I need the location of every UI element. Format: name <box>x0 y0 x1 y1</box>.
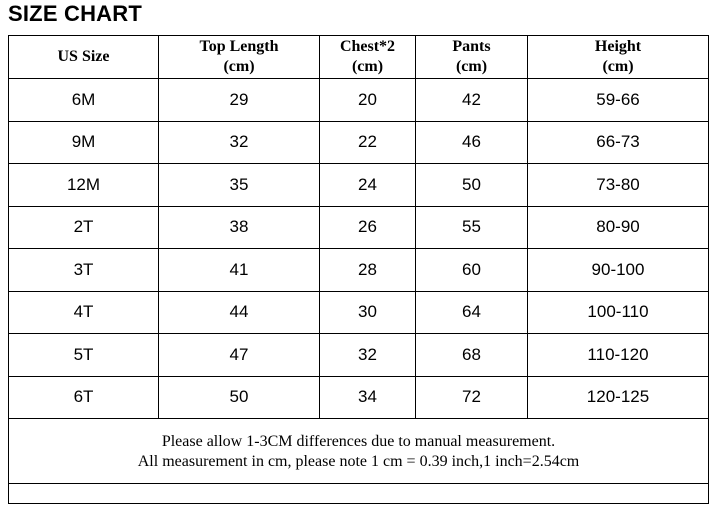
size-chart-table <box>8 35 709 504</box>
page-title: SIZE CHART <box>8 1 142 26</box>
cell-chest: 20 <box>320 79 416 122</box>
header-pants: Pants (cm) <box>416 36 528 79</box>
note-line-conversion: All measurement in cm, please note 1 cm = 0.39 inch,1 inch=2.54cm <box>137 453 580 470</box>
cell-pants: 42 <box>416 79 528 122</box>
note-line-tolerance: Please allow 1-3CM differences due to manual measurement. <box>161 433 556 450</box>
table-row <box>9 79 709 122</box>
measurement-notes <box>9 419 709 484</box>
cell-top-length: 41 <box>159 249 320 292</box>
cell-top-length: 50 <box>159 376 320 419</box>
cell-height: 73-80 <box>528 164 709 207</box>
cell-height: 120-125 <box>528 376 709 419</box>
notes-row <box>9 419 709 484</box>
cell-us-size: 3T <box>9 249 159 292</box>
cell-top-length: 44 <box>159 291 320 334</box>
cell-height: 80-90 <box>528 206 709 249</box>
cell-chest: 24 <box>320 164 416 207</box>
blank-row <box>9 484 709 504</box>
cell-height: 66-73 <box>528 121 709 164</box>
table-row <box>9 249 709 292</box>
header-height: Height (cm) <box>528 36 709 79</box>
header-top-length: Top Length (cm) <box>159 36 320 79</box>
cell-us-size: 6T <box>9 376 159 419</box>
table-header-row <box>9 36 709 79</box>
blank-cell <box>9 484 709 504</box>
cell-height: 100-110 <box>528 291 709 334</box>
cell-height: 59-66 <box>528 79 709 122</box>
cell-us-size: 2T <box>9 206 159 249</box>
cell-height: 110-120 <box>528 334 709 377</box>
cell-chest: 30 <box>320 291 416 334</box>
cell-pants: 72 <box>416 376 528 419</box>
table-row <box>9 121 709 164</box>
cell-top-length: 47 <box>159 334 320 377</box>
table-row <box>9 376 709 419</box>
cell-pants: 64 <box>416 291 528 334</box>
cell-top-length: 29 <box>159 79 320 122</box>
cell-height: 90-100 <box>528 249 709 292</box>
cell-chest: 26 <box>320 206 416 249</box>
cell-us-size: 9M <box>9 121 159 164</box>
cell-pants: 50 <box>416 164 528 207</box>
header-us-size: US Size <box>9 36 159 79</box>
header-chest: Chest*2 (cm) <box>320 36 416 79</box>
cell-us-size: 5T <box>9 334 159 377</box>
table-row <box>9 206 709 249</box>
cell-us-size: 6M <box>9 79 159 122</box>
cell-chest: 28 <box>320 249 416 292</box>
cell-top-length: 38 <box>159 206 320 249</box>
cell-pants: 68 <box>416 334 528 377</box>
cell-pants: 55 <box>416 206 528 249</box>
cell-top-length: 35 <box>159 164 320 207</box>
cell-chest: 32 <box>320 334 416 377</box>
cell-chest: 22 <box>320 121 416 164</box>
cell-top-length: 32 <box>159 121 320 164</box>
table-row <box>9 334 709 377</box>
cell-pants: 46 <box>416 121 528 164</box>
cell-us-size: 12M <box>9 164 159 207</box>
cell-pants: 60 <box>416 249 528 292</box>
cell-chest: 34 <box>320 376 416 419</box>
table-row <box>9 291 709 334</box>
cell-us-size: 4T <box>9 291 159 334</box>
table-row <box>9 164 709 207</box>
